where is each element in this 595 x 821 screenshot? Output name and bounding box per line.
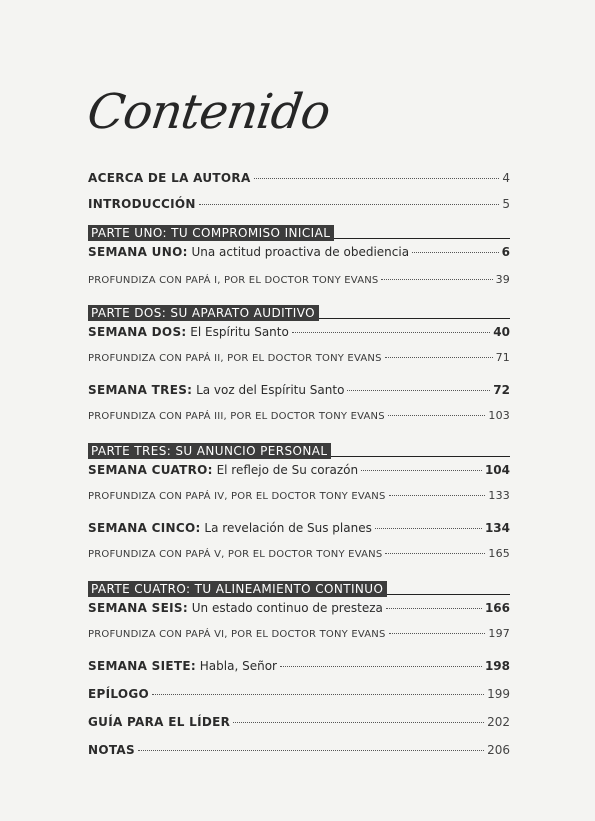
entry-subtitle: Una actitud proactiva de obediencia xyxy=(187,245,410,259)
entry-label: SEMANA DOS: xyxy=(88,325,187,339)
toc-entry-notas[interactable] xyxy=(88,742,510,758)
entry-label: SEMANA CUATRO: xyxy=(88,463,213,477)
part-label: PARTE DOS: SU APARATO AUDITIVO xyxy=(88,305,319,321)
entry-label: EPÍLOGO xyxy=(88,687,150,701)
part-label: PARTE TRES: SU ANUNCIO PERSONAL xyxy=(88,443,331,459)
toc-entry-epilogo[interactable] xyxy=(88,686,510,702)
page-number: 4 xyxy=(502,171,510,185)
entry-label: PROFUNDIZA CON PAPÁ VI, POR EL DOCTOR TONY EVANS xyxy=(88,629,386,640)
page-number: 6 xyxy=(501,245,510,259)
toc-entry-intro[interactable] xyxy=(88,196,510,212)
page-number: 40 xyxy=(493,325,510,339)
entry-label: ACERCA DE LA AUTORA xyxy=(88,171,251,185)
page-title: Contenido xyxy=(84,84,334,140)
entry-label: GUÍA PARA EL LÍDER xyxy=(88,715,231,729)
toc-entry-profundiza-1[interactable] xyxy=(88,272,510,289)
part-heading-4 xyxy=(88,578,510,595)
dot-leader xyxy=(385,553,485,554)
toc-entry-semana-cuatro[interactable] xyxy=(88,462,510,478)
page-number: 103 xyxy=(488,409,510,422)
toc-entry-profundiza-2[interactable] xyxy=(88,350,510,367)
entry-label: SEMANA SIETE: xyxy=(88,659,196,673)
part-heading-2 xyxy=(88,302,510,319)
toc-entry-semana-seis[interactable] xyxy=(88,600,510,616)
part-label: PARTE CUATRO: TU ALINEAMIENTO CONTINUO xyxy=(88,581,387,597)
dot-leader xyxy=(386,608,482,609)
toc-entry-profundiza-4[interactable] xyxy=(88,488,510,505)
dot-leader xyxy=(199,204,500,205)
dot-leader xyxy=(138,750,484,751)
page-number: 5 xyxy=(502,197,510,211)
toc-entry-semana-dos[interactable] xyxy=(88,324,510,340)
page-number: 166 xyxy=(484,601,510,615)
part-heading-3 xyxy=(88,440,510,457)
toc-entry-guia[interactable] xyxy=(88,714,510,730)
page-number: 206 xyxy=(487,743,510,757)
dot-leader xyxy=(389,633,486,634)
page-number: 104 xyxy=(484,463,510,477)
page-number: 133 xyxy=(488,489,510,502)
dot-leader xyxy=(361,470,482,471)
page-number: 198 xyxy=(484,659,510,673)
toc-entry-semana-cinco[interactable] xyxy=(88,520,510,536)
dot-leader xyxy=(347,390,490,391)
entry-subtitle: El reflejo de Su corazón xyxy=(212,463,359,477)
toc-entry-profundiza-5[interactable] xyxy=(88,546,510,563)
dot-leader xyxy=(389,495,486,496)
toc-entry-semana-tres[interactable] xyxy=(88,382,510,398)
entry-label: PROFUNDIZA CON PAPÁ III, POR EL DOCTOR TONY EVANS xyxy=(88,411,385,422)
entry-label: NOTAS xyxy=(88,743,135,757)
dot-leader xyxy=(233,722,484,723)
page-number: 134 xyxy=(484,521,510,535)
dot-leader xyxy=(375,528,482,529)
entry-subtitle: La revelación de Sus planes xyxy=(200,521,372,535)
dot-leader xyxy=(254,178,500,179)
dot-leader xyxy=(381,279,492,280)
entry-label: PROFUNDIZA CON PAPÁ II, POR EL DOCTOR TONY EVANS xyxy=(88,353,382,364)
entry-subtitle: El Espíritu Santo xyxy=(186,325,289,339)
dot-leader xyxy=(388,415,486,416)
entry-subtitle: La voz del Espíritu Santo xyxy=(192,383,345,397)
entry-label: PROFUNDIZA CON PAPÁ IV, POR EL DOCTOR TONY EVANS xyxy=(88,491,386,502)
entry-subtitle: Habla, Señor xyxy=(195,659,277,673)
dot-leader xyxy=(152,694,484,695)
entry-label: INTRODUCCIÓN xyxy=(88,197,196,211)
entry-label: PROFUNDIZA CON PAPÁ I, POR EL DOCTOR TONY EVANS xyxy=(88,275,379,286)
toc-entry-profundiza-3[interactable] xyxy=(88,408,510,425)
page-number: 39 xyxy=(495,273,510,286)
entry-label: SEMANA SEIS: xyxy=(88,601,188,615)
toc-entry-autora[interactable] xyxy=(88,170,510,186)
page-number: 197 xyxy=(488,627,510,640)
entry-label: SEMANA UNO: xyxy=(88,245,188,259)
entry-label: PROFUNDIZA CON PAPÁ V, POR EL DOCTOR TONY EVANS xyxy=(88,549,383,560)
part-label: PARTE UNO: TU COMPROMISO INICIAL xyxy=(88,225,334,241)
page-number: 72 xyxy=(493,383,510,397)
entry-subtitle: Un estado continuo de presteza xyxy=(187,601,383,615)
toc-entry-semana-uno[interactable] xyxy=(88,244,510,260)
entry-label: SEMANA TRES: xyxy=(88,383,193,397)
page-number: 202 xyxy=(487,715,510,729)
toc-entry-profundiza-6[interactable] xyxy=(88,626,510,643)
dot-leader xyxy=(412,252,499,253)
toc-entry-semana-siete[interactable] xyxy=(88,658,510,674)
dot-leader xyxy=(280,666,482,667)
page-number: 165 xyxy=(488,547,510,560)
page-number: 71 xyxy=(495,351,510,364)
dot-leader xyxy=(292,332,490,333)
dot-leader xyxy=(385,357,493,358)
part-heading-1 xyxy=(88,222,510,239)
page-number: 199 xyxy=(487,687,510,701)
entry-label: SEMANA CINCO: xyxy=(88,521,201,535)
